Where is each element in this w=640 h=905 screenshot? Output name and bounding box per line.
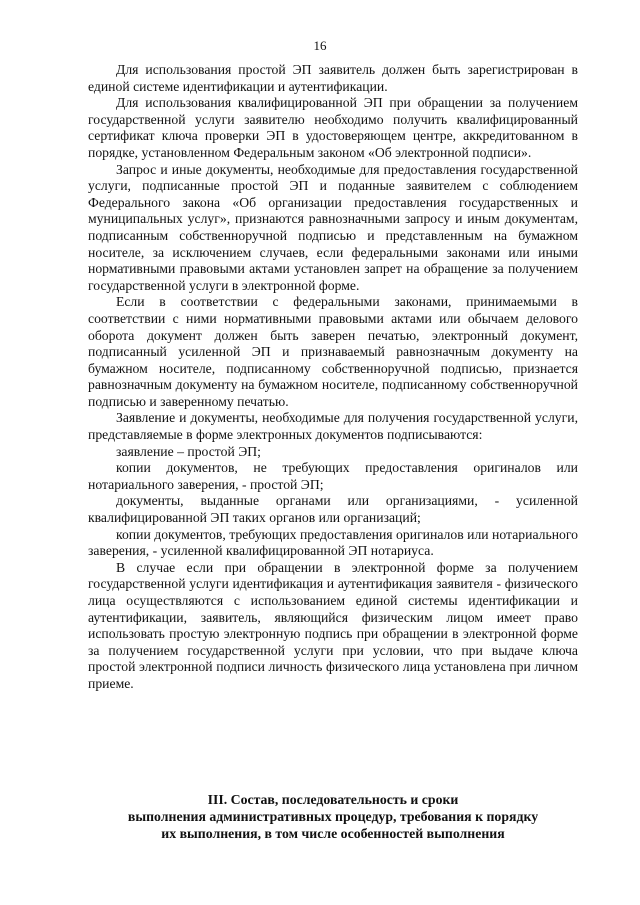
paragraph-identification-authentication: В случае если при обращении в электронной форме за получением государственной услуги идентификация и аутентификация заявителя - физического лица осуществляются с использованием единой системы идентификации и аутентификации, заявитель, являющийся физическим лицом имеет право использовать простую электронную подпись при обращении в электронной форме за получением государственной услуги при условии, что при выдаче ключа простой электронной подписи личность физического лица установлена при личном приеме. bbox=[88, 559, 578, 691]
paragraph-simple-signature-registration: Для использования простой ЭП заявитель должен быть зарегистрирован в единой системе идентификации и аутентификации. bbox=[88, 62, 578, 94]
list-item-issued-documents: документы, выданные органами или организациями, - усиленной квалифицированной ЭП таких органов или организаций; bbox=[88, 493, 578, 526]
paragraph-request-documents-equivalence: Запрос и иные документы, необходимые для предоставления государственной услуги, подписанные простой ЭП и поданные заявителем с соблюдением Федерального закона «Об организации предоставления государственных и муниципальных услуг», признаются равнозначными запросу и иным документам, подписанным собственноручной подписью и представленным на бумажном носителе, за исключением случаев, если федеральными законами или иными нормативными правовыми актами установлен запрет на обращение за получением государственной услуги в электронной форме. bbox=[88, 161, 578, 293]
document-body bbox=[88, 62, 578, 693]
paragraph-signing-list-intro: Заявление и документы, необходимые для получения государственной услуги, представляемые в форме электронных документов подписываются: bbox=[88, 410, 578, 443]
paragraph-qualified-signature-certificate: Для использования квалифицированной ЭП при обращении за получением государственной услуги заявителю необходимо получить квалифицированный сертификат ключа проверки ЭП в удостоверяющем центре, аккредитованном в порядке, установленном Федеральным законом «Об электронной подписи». bbox=[88, 95, 578, 160]
list-item-application: заявление – простой ЭП; bbox=[116, 443, 261, 459]
page-number: 16 bbox=[313, 38, 327, 53]
section-heading bbox=[88, 792, 578, 842]
list-item-copies-with-originals: копии документов, требующих предоставления оригиналов или нотариального заверения, - усиленной квалифицированной ЭП нотариуса. bbox=[88, 526, 578, 559]
section-heading-line-3: их выполнения, в том числе особенностей выполнения bbox=[161, 825, 505, 841]
section-heading-line-2: выполнения административных процедур, требования к порядку bbox=[127, 808, 539, 824]
section-heading-line-1: III. Состав, последовательность и сроки bbox=[207, 792, 459, 807]
list-item-copies-without-originals: копии документов, не требующих предоставления оригиналов или нотариального заверения, - простой ЭП; bbox=[88, 460, 578, 492]
paragraph-seal-requirement: Если в соответствии с федеральными законами, принимаемыми в соответствии с ними нормативными правовыми актами или обычаем делового оборота документ должен быть заверен печатью, электронный документ, подписанный усиленной ЭП и признаваемый равнозначным документу на бумажном носителе, подписанному собственноручной подписью, признается равнозначным документу на бумажном носителе, подписанному собственноручной подписью и заверенному печатью. bbox=[88, 294, 578, 409]
